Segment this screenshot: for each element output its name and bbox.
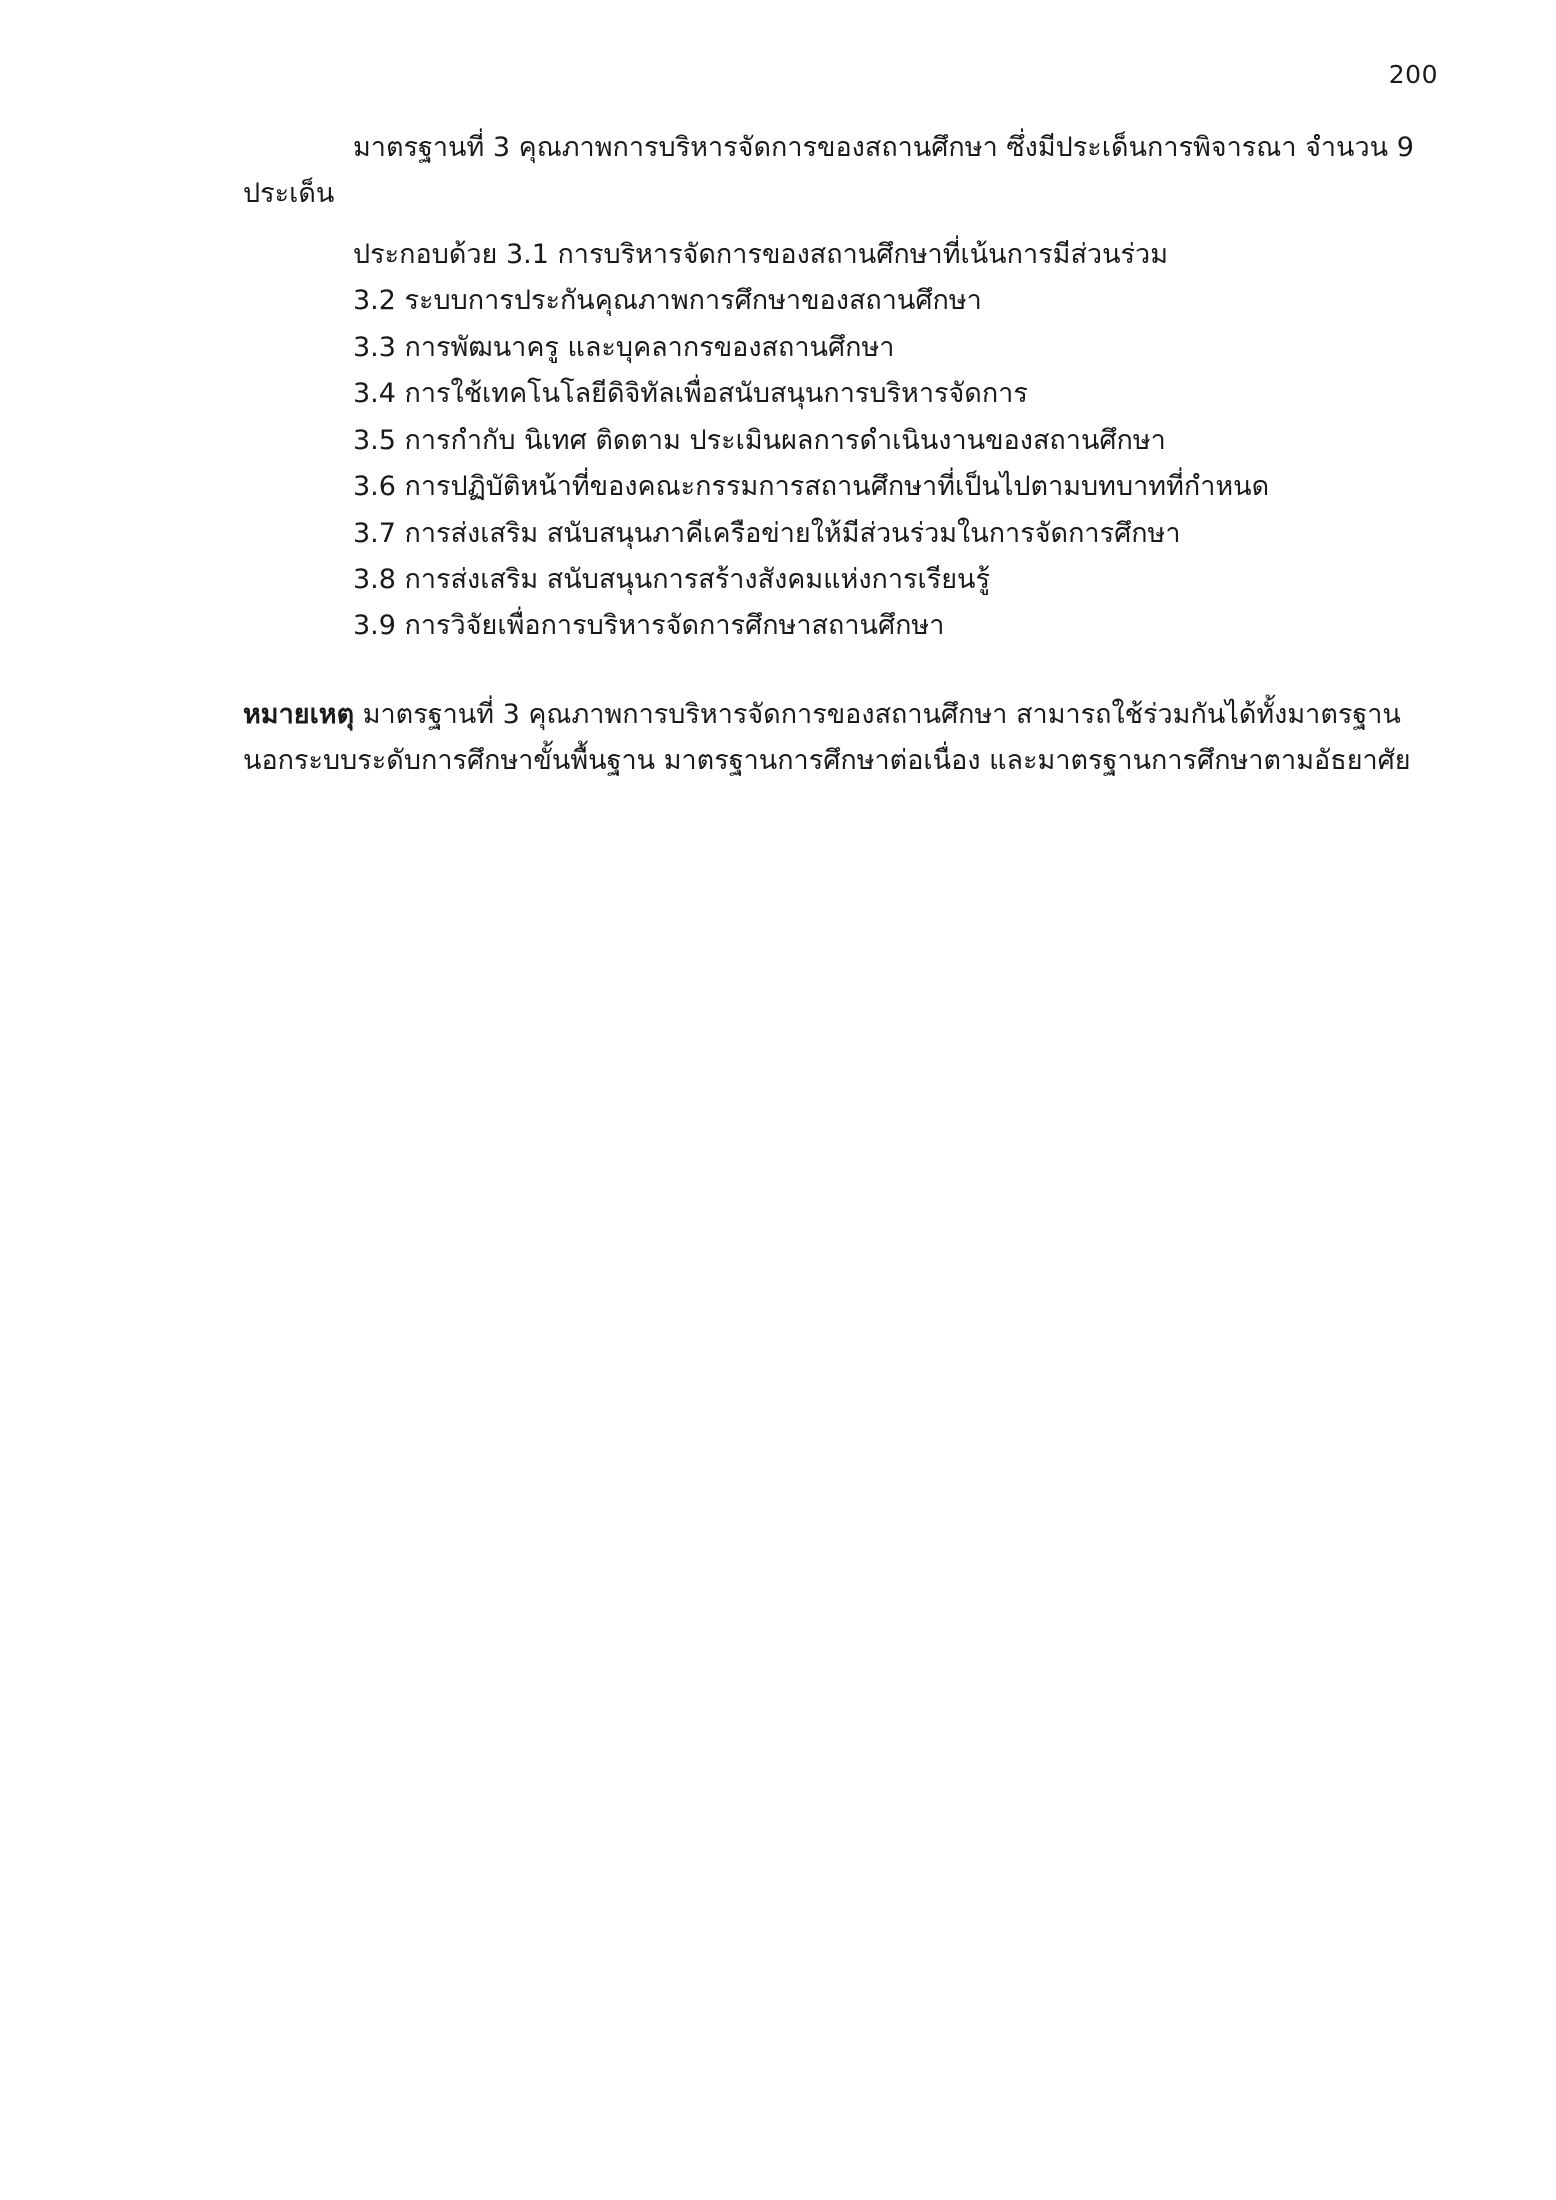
note-first-line [243,692,1433,738]
list-item: 3.6 การปฏิบัติหน้าที่ของคณะกรรมการสถานศึกษาที่เป็นไปตามบทบาทที่กำหนด [353,471,1270,503]
note-label: หมายเหตุ [243,698,355,730]
heading-paragraph: มาตรฐานที่ 3 คุณภาพการบริหารจัดการของสถานศึกษา ซึ่งมีประเด็นการพิจารณา จำนวน 9 ประเด็น [243,132,1414,210]
note-block [243,692,1433,785]
standard-items-list [243,278,1433,650]
note-text-line-1: มาตรฐานที่ 3 คุณภาพการบริหารจัดการของสถานศึกษา สามารถใช้ร่วมกันได้ทั้งมาตรฐาน [354,698,1401,730]
list-item: 3.4 การใช้เทคโนโลยีดิจิทัลเพื่อสนับสนุนการบริหารจัดการ [353,378,1028,410]
list-item: 3.7 การส่งเสริม สนับสนุนภาคีเครือข่ายให้มีส่วนร่วมในการจัดการศึกษา [353,517,1181,549]
list-item: 3.9 การวิจัยเพื่อการบริหารจัดการศึกษาสถานศึกษา [353,610,945,642]
list-item: 3.5 การกำกับ นิเทศ ติดตาม ประเมินผลการดำเนินงานของสถานศึกษา [353,424,1166,456]
list-item: 3.2 ระบบการประกันคุณภาพการศึกษาของสถานศึกษา [353,285,982,317]
note-text-line-2: นอกระบบระดับการศึกษาขั้นพื้นฐาน มาตรฐานการศึกษาต่อเนื่อง และมาตรฐานการศึกษาตามอัธยาศัย [243,745,1411,777]
list-item: 3.3 การพัฒนาครู และบุคลากรของสถานศึกษา [353,331,895,363]
paragraph-spacer [243,218,1433,232]
page-content [243,125,1433,785]
page-number: 200 [1388,60,1438,89]
list-item: 3.8 การส่งเสริม สนับสนุนการสร้างสังคมแห่งการเรียนรู้ [353,563,991,595]
intro-line: ประกอบด้วย 3.1 การบริหารจัดการของสถานศึกษาที่เน้นการมีส่วนร่วม [353,238,1168,270]
